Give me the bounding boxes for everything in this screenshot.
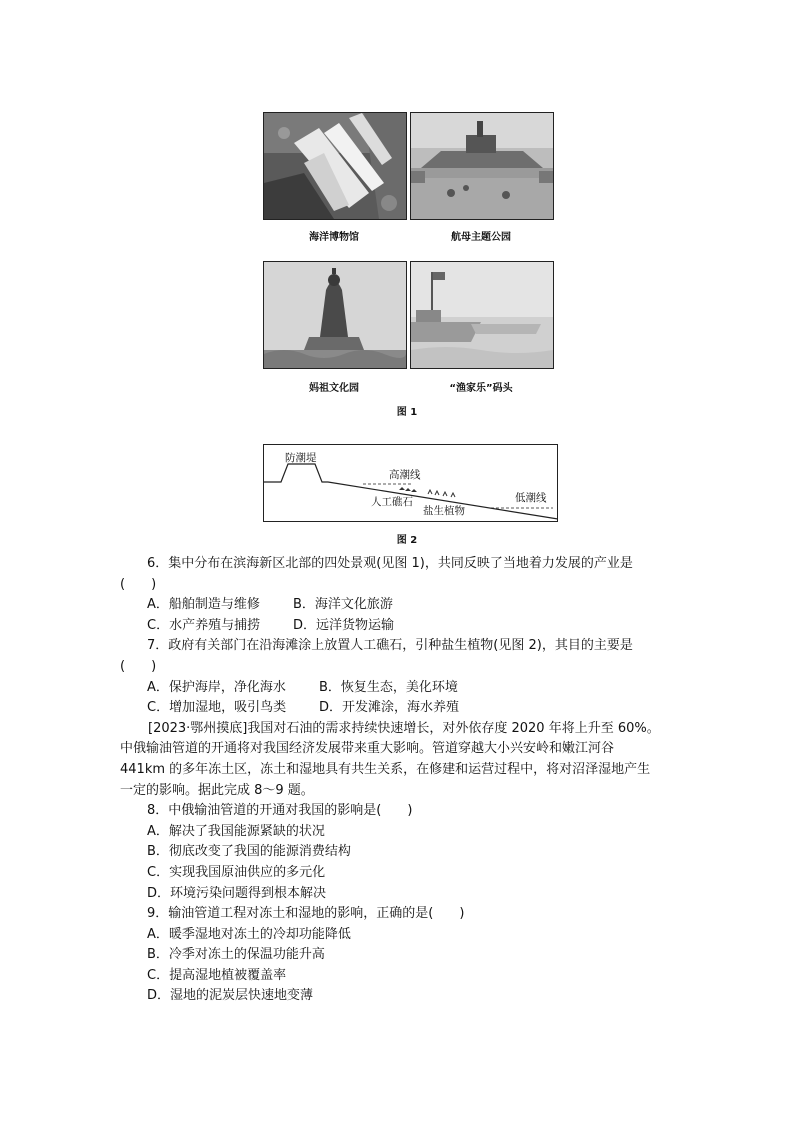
passage-line-1: [2023·鄂州摸底]我国对石油的需求持续快速增长，对外依存度 2020 年将上升至 60%。 [148,720,660,736]
figure2-diagram [263,444,558,522]
q6-option-c[interactable]: C．水产养殖与捕捞 [147,617,261,633]
caption-ocean-museum: 海洋博物馆 [309,232,359,243]
q6-stem: 6．集中分布在滨海新区北部的四处景观(见图 1)，共同反映了当地着力发展的产业是 [147,556,633,571]
q8-option-a[interactable]: A．解决了我国能源紧缺的状况 [147,823,325,839]
q9-option-c[interactable]: C．提高湿地植被覆盖率 [147,967,287,983]
photo-fishing-pier [410,261,554,369]
passage-line-2: 中俄输油管道的开通将对我国经济发展带来重大影响。管道穿越大小兴安岭和嫩江河谷 [120,741,615,757]
label-high-tide: 高潮线 [389,469,421,481]
q6-options-row1 [120,595,680,616]
label-artificial-reef: 人工礁石 [371,496,413,508]
q7-blank: ( ) [120,658,157,674]
passage-line-3: 441km 的多年冻土区，冻土和湿地具有共生关系，在修建和运营过程中，将对沼泽湿地产生 [120,761,651,777]
q8-stem: 8．中俄输油管道的开通对我国的影响是( ) [147,803,413,819]
passage-line-4: 一定的影响。据此完成 8～9 题。 [120,782,314,798]
q8-option-c[interactable]: C．实现我国原油供应的多元化 [147,864,326,880]
q9-option-b[interactable]: B．冷季对冻土的保温功能升高 [147,947,325,963]
q6-options-row2 [120,616,680,637]
q7-options-row2 [120,698,680,719]
q9-option-a[interactable]: A．暖季湿地对冻土的冷却功能降低 [147,926,351,942]
q9-option-d[interactable]: D．湿地的泥炭层快速地变薄 [147,988,314,1004]
label-salt-plants: 盐生植物 [423,505,465,517]
q8-option-d[interactable]: D．环境污染问题得到根本解决 [147,885,327,901]
photo-mazu-park [263,261,407,369]
q9-stem: 9．输油管道工程对冻土和湿地的影响，正确的是( ) [147,906,465,922]
q6-option-b[interactable]: B．海洋文化旅游 [293,597,393,613]
label-low-tide: 低潮线 [515,492,547,504]
q7-options-row1 [120,678,680,699]
q7-option-a[interactable]: A．保护海岸，净化海水 [147,679,286,695]
q6-option-a[interactable]: A．船舶制造与维修 [147,597,260,613]
photo-ocean-museum [263,112,407,220]
q8-option-b[interactable]: B．彻底改变了我国的能源消费结构 [147,844,351,860]
q6-blank: ( ) [120,576,157,592]
caption-mazu-park: 妈祖文化园 [309,383,359,394]
caption-fishing-pier: “渔家乐”码头 [449,383,513,394]
q6-option-d[interactable]: D．远洋货物运输 [293,617,395,633]
caption-carrier-park: 航母主题公园 [451,232,511,243]
figure1-label: 图 1 [396,407,418,418]
q7-stem: 7．政府有关部门在沿海滩涂上放置人工礁石，引种盐生植物(见图 2)，其目的主要是 [147,638,633,654]
q7-option-c[interactable]: C．增加湿地，吸引鸟类 [147,700,287,716]
figure2-label: 图 2 [396,535,418,546]
q7-option-b[interactable]: B．恢复生态，美化环境 [319,679,458,695]
question-block [120,554,680,1007]
q7-option-d[interactable]: D．开发滩涂，海水养殖 [319,700,460,716]
label-seawall: 防潮堤 [285,452,317,464]
photo-carrier-park [410,112,554,220]
